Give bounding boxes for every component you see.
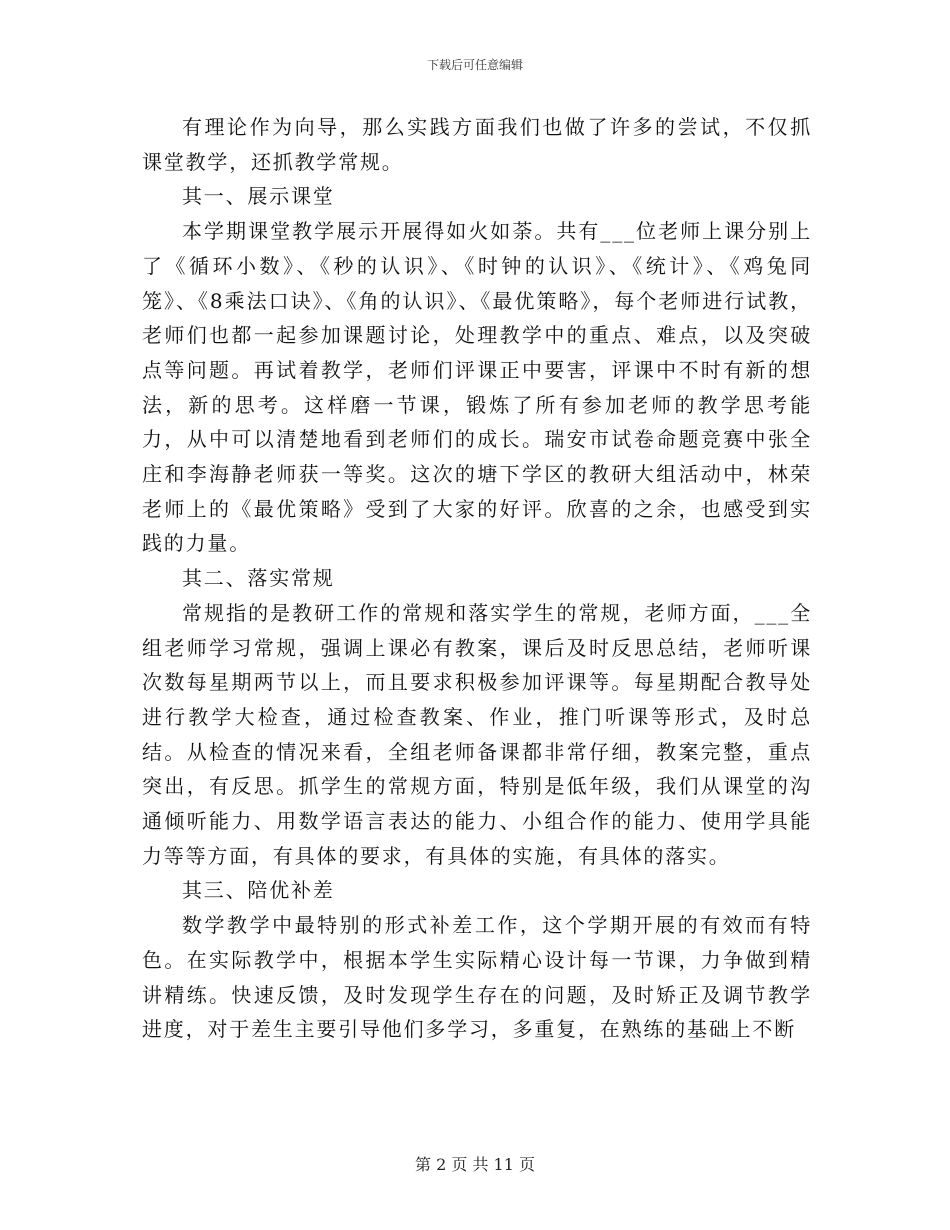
section-heading-1: 其一、展示课堂 <box>182 184 335 209</box>
section-heading-3: 其三、陪优补差 <box>182 878 335 903</box>
paragraph-2: 常规指的是教研工作的常规和落实学生的常规，老师方面，___全组老师学习常规，强调上课必有教案，课后及时反思总结，老师听课次数每星期两节以上，而且要求积极参加评课等。每星期配合教导处进行教学大检查，通过检查教案、作业，推门听课等形式，及时总结。从检查的情况来看，全组老师备课都非常仔细，教案完整，重点突出，有反思。抓学生的常规方面，特别是低年级，我们从课堂的沟通倾听能力、用数学语言表达的能力、小组合作的能力、使用学具能力等等方面，有具体的要求，有具体的实施，有具体的落实。 <box>142 600 812 868</box>
paragraph-intro: 有理论作为向导，那么实践方面我们也做了许多的尝试，不仅抓课堂教学，还抓教学常规。 <box>142 115 812 174</box>
paragraph-3: 数学教学中最特别的形式补差工作，这个学期开展的有效而有特色。在实际教学中，根据本学生实际精心设计每一节课，力争做到精讲精练。快速反馈，及时发现学生存在的问题，及时矫正及调节教学进度，对于差生主要引导他们多学习，多重复，在熟练的基础上不断 <box>142 913 812 1042</box>
section-heading-2: 其二、落实常规 <box>182 566 335 591</box>
page-footer: 第 2 页 共 11 页 <box>415 1155 535 1174</box>
paragraph-1: 本学期课堂教学展示开展得如火如荼。共有___位老师上课分别上了《循环小数》、《秒的认识》、《时钟的认识》、《统计》、《鸡兔同笼》、《8乘法口诀》、《角的认识》、《最优策略》，每个老师进行试教，老师们也都一起参加课题讨论，处理教学中的重点、难点，以及突破点等问题。再试着教学，老师们评课正中要害，评课中不时有新的想法，新的思考。这样磨一节课，锻炼了所有参加老师的教学思考能力，从中可以清楚地看到老师们的成长。瑞安市试卷命题竞赛中张全庄和李海静老师获一等奖。这次的塘下学区的教研大组活动中，林荣老师上的《最优策略》受到了大家的好评。欣喜的之余，也感受到实践的力量。 <box>142 219 812 556</box>
page-header: 下载后可任意编辑 <box>426 58 523 72</box>
document-body <box>142 110 812 1047</box>
